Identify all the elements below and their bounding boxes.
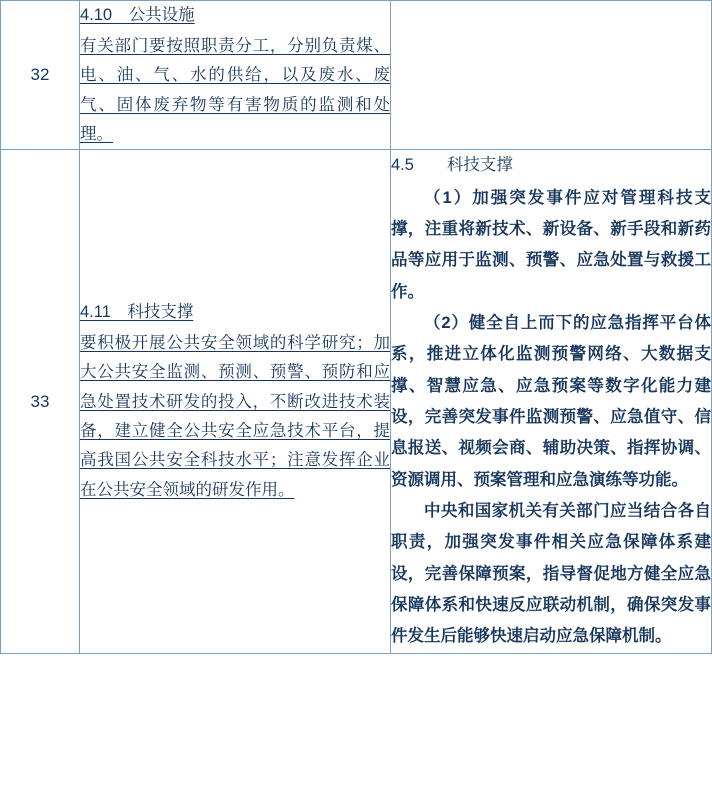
revised-clause-heading: 4.5 科技支撑 xyxy=(391,156,513,175)
revised-text-cell xyxy=(391,1,712,150)
original-text-cell xyxy=(80,1,391,150)
clause-body: 有关部门要按照职责分工，分别负责煤、电、油、气、水的供给，以及废水、废气、固体废弃物等有害物质的监测和处理。 xyxy=(80,36,390,143)
clause-heading: 4.10 公共设施 xyxy=(80,6,195,24)
table-row xyxy=(1,150,712,654)
original-text-cell xyxy=(80,150,391,654)
original-text-block xyxy=(80,298,390,505)
revised-clause-item: （1）加强突发事件应对管理科技支撑，注重将新技术、新设备、新手段和新药品等应用于监测、预警、应急处置与救援工作。 xyxy=(391,188,711,301)
clause-heading: 4.11 科技支撑 xyxy=(80,303,194,322)
row-number: 32 xyxy=(30,65,50,85)
row-number-cell xyxy=(1,1,80,150)
row-number-cell xyxy=(1,150,80,654)
revised-clause-item: 中央和国家机关有关部门应当结合各自职责，加强突发事件相关应急保障体系建设，完善保障预案，指导督促地方健全应急保障体系和快速反应联动机制，确保突发事件发生后能够快速启动应急保障机制。 xyxy=(391,502,711,646)
table-row xyxy=(1,1,712,150)
row-number: 33 xyxy=(30,391,50,411)
revised-text-cell xyxy=(391,150,712,654)
clause-body: 要积极开展公共安全领域的科学研究；加大公共安全监测、预测、预警、预防和应急处置技术研发的投入，不断改进技术装备，建立健全公共安全应急技术平台，提高我国公共安全科技水平；注意发挥企业在公共安全领域的研发作用。 xyxy=(80,333,390,499)
revised-clause-item: （2）健全自上而下的应急指挥平台体系，推进立体化监测预警网络、大数据支撑、智慧应急、应急预案等数字化能力建设，完善突发事件监测预警、应急值守、信息报送、视频会商、辅助决策、指挥协调、资源调用、预案管理和应急演练等功能。 xyxy=(391,314,711,489)
original-text-block xyxy=(80,1,390,149)
